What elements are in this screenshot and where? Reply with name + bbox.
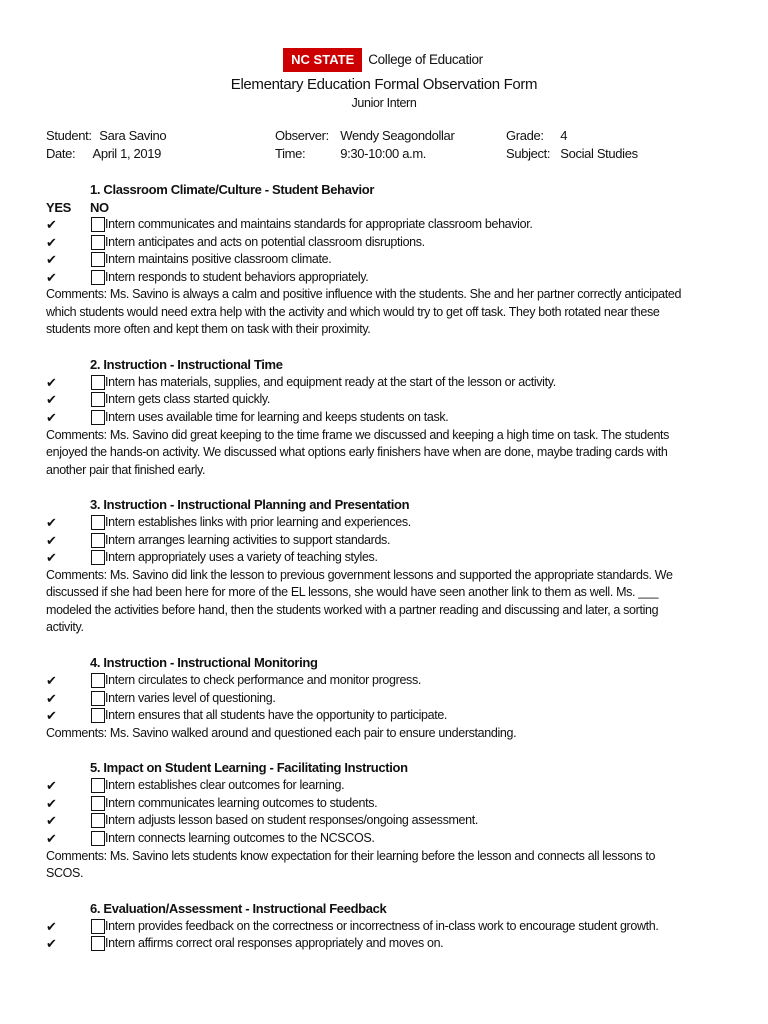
- date-field: [46, 145, 161, 163]
- no-checkbox[interactable]: [91, 831, 105, 846]
- form-title: Elementary Education Formal Observation Form: [230, 75, 538, 93]
- section-title: 6. Evaluation/Assessment - Instructional Feedback: [90, 900, 387, 916]
- criterion-row: [46, 251, 726, 269]
- yes-checkmark-icon[interactable]: ✔: [46, 269, 57, 285]
- logo: [0, 48, 768, 72]
- criterion-text: Intern establishes links with prior learning and experiences.: [105, 515, 411, 530]
- comment-line: Comments: Ms. Savino lets students know expectation for their learning before the lesson and connects all lessons to: [46, 848, 656, 863]
- criterion-text: Intern communicates and maintains standards for appropriate classroom behavior.: [105, 217, 533, 231]
- criterion-text: Intern responds to student behaviors appropriately.: [105, 269, 369, 284]
- observer-label: Observer:: [275, 128, 329, 143]
- criterion-text: Intern establishes clear outcomes for learning.: [105, 778, 345, 793]
- time-label: Time:: [275, 145, 306, 161]
- grade-field: [506, 127, 567, 145]
- yes-checkmark-icon[interactable]: ✔: [46, 410, 57, 426]
- comment-line: another pair that finished early.: [46, 462, 206, 477]
- date-value: April 1, 2019: [92, 145, 161, 161]
- no-column-label: NO: [90, 200, 109, 215]
- subject-field: [506, 145, 638, 163]
- criterion-row: [46, 690, 726, 708]
- yes-checkmark-icon[interactable]: ✔: [46, 252, 57, 268]
- comment-line: discussed if she had been here for more of the EL lessons, she would have seen another link to them as well. Ms. ___: [46, 585, 659, 600]
- criterion-row: [46, 812, 726, 830]
- observation-details: [46, 127, 746, 162]
- form-subtitle: Junior Intern: [351, 95, 417, 110]
- comment-line: Comments: Ms. Savino did link the lesson to previous government lessons and supported the appropriate standards. We: [46, 567, 673, 582]
- subject-value: Social Studies: [560, 145, 638, 161]
- no-checkbox[interactable]: [91, 252, 105, 267]
- yes-column-label: YES: [46, 200, 71, 215]
- yes-checkmark-icon[interactable]: ✔: [46, 672, 57, 688]
- criterion-row: [46, 234, 726, 252]
- yes-checkmark-icon[interactable]: ✔: [46, 234, 57, 250]
- criterion-row: [46, 514, 726, 532]
- no-checkbox[interactable]: [91, 691, 105, 706]
- criterion-row: [46, 795, 726, 813]
- criterion-row: [46, 707, 726, 725]
- student-label: Student:: [46, 128, 92, 143]
- comment-line: enjoyed the hands-on activity. We discussed what options early finishers have when are done, maybe trading cards with: [46, 445, 668, 460]
- student-value: Sara Savino: [99, 128, 167, 143]
- yes-checkmark-icon[interactable]: ✔: [46, 831, 57, 846]
- criterion-text: Intern provides feedback on the correctness or incorrectness of in-class work to encourage student growth.: [105, 918, 659, 933]
- criterion-text: Intern communicates learning outcomes to students.: [105, 795, 378, 810]
- criteria-section: [46, 496, 726, 637]
- no-checkbox[interactable]: [91, 813, 105, 828]
- comments-block: [46, 848, 726, 883]
- no-checkbox[interactable]: [91, 392, 105, 407]
- section-title: 2. Instruction - Instructional Time: [90, 356, 283, 372]
- comments-block: [46, 725, 726, 743]
- date-label: Date:: [46, 145, 76, 161]
- criteria-section: [46, 181, 726, 339]
- no-checkbox[interactable]: [91, 919, 105, 934]
- criterion-text: Intern connects learning outcomes to the NCSCOS.: [105, 831, 375, 845]
- logo-text: College of Educatior: [368, 52, 483, 67]
- no-checkbox[interactable]: [91, 550, 105, 565]
- criteria-section: [46, 900, 726, 953]
- criterion-text: Intern has materials, supplies, and equipment ready at the start of the lesson or activity.: [105, 374, 556, 389]
- section-title: 1. Classroom Climate/Culture - Student Behavior: [90, 182, 375, 197]
- yes-no-header: [46, 199, 726, 216]
- no-checkbox[interactable]: [91, 515, 105, 530]
- comment-line: SCOS.: [46, 866, 84, 881]
- criterion-row: [46, 777, 726, 795]
- criterion-text: Intern appropriately uses a variety of teaching styles.: [105, 550, 378, 565]
- form-header: [0, 48, 768, 112]
- no-checkbox[interactable]: [91, 673, 105, 688]
- criterion-row: [46, 672, 726, 690]
- criterion-row: [46, 830, 726, 848]
- criterion-text: Intern ensures that all students have the opportunity to participate.: [105, 708, 448, 723]
- time-value: 9:30-10:00 a.m.: [340, 145, 427, 161]
- criterion-row: [46, 532, 726, 550]
- criterion-text: Intern anticipates and acts on potential classroom disruptions.: [105, 234, 425, 249]
- criterion-text: Intern arranges learning activities to support standards.: [105, 532, 391, 547]
- criteria-sections: [46, 181, 726, 970]
- yes-checkmark-icon[interactable]: ✔: [46, 936, 57, 952]
- section-title: 4. Instruction - Instructional Monitoring: [90, 654, 318, 670]
- meta-row-2: [46, 145, 746, 163]
- student-field: [46, 127, 166, 145]
- no-checkbox[interactable]: [91, 375, 105, 390]
- yes-checkmark-icon[interactable]: ✔: [46, 918, 57, 934]
- criterion-text: Intern maintains positive classroom climate.: [105, 252, 332, 267]
- yes-checkmark-icon[interactable]: ✔: [46, 532, 57, 548]
- comments-block: [46, 567, 726, 637]
- criterion-text: Intern adjusts lesson based on student responses/ongoing assessment.: [105, 813, 478, 828]
- no-checkbox[interactable]: [91, 778, 105, 793]
- yes-checkmark-icon[interactable]: ✔: [46, 813, 57, 829]
- no-checkbox[interactable]: [91, 217, 105, 232]
- comment-line: which students would need extra help with the activity and which would try to get off task. They both rotated near these: [46, 304, 660, 319]
- criteria-section: [46, 356, 726, 479]
- comment-line: Comments: Ms. Savino walked around and questioned each pair to ensure understanding.: [46, 725, 517, 740]
- yes-checkmark-icon[interactable]: ✔: [46, 550, 57, 566]
- criterion-row: [46, 216, 726, 234]
- section-title: 3. Instruction - Instructional Planning and Presentation: [90, 497, 410, 513]
- criterion-text: Intern uses available time for learning and keeps students on task.: [105, 410, 449, 425]
- yes-checkmark-icon[interactable]: ✔: [46, 374, 57, 390]
- observer-field: [275, 127, 454, 145]
- comment-line: activity.: [46, 620, 84, 635]
- comments-block: [46, 286, 726, 339]
- criteria-section: [46, 759, 726, 882]
- no-checkbox[interactable]: [91, 708, 105, 723]
- comments-block: [46, 427, 726, 480]
- no-checkbox[interactable]: [91, 533, 105, 548]
- comment-line: Comments: Ms. Savino did great keeping to the time frame we discussed and keeping a high time on task. The students: [46, 427, 670, 442]
- comment-line: students more often and kept them on task with their proximity.: [46, 322, 371, 337]
- no-checkbox[interactable]: [91, 270, 105, 285]
- criterion-row: [46, 391, 726, 409]
- yes-checkmark-icon[interactable]: ✔: [46, 690, 57, 706]
- no-checkbox[interactable]: [91, 936, 105, 951]
- yes-checkmark-icon[interactable]: ✔: [46, 392, 57, 408]
- subject-label: Subject:: [506, 145, 551, 161]
- criteria-section: [46, 654, 726, 742]
- yes-checkmark-icon[interactable]: ✔: [46, 795, 57, 811]
- yes-checkmark-icon[interactable]: ✔: [46, 778, 57, 794]
- observer-value: Wendy Seagondollar: [340, 128, 455, 143]
- criterion-text: Intern circulates to check performance and monitor progress.: [105, 672, 421, 687]
- yes-checkmark-icon[interactable]: ✔: [46, 708, 57, 724]
- criterion-row: [46, 374, 726, 392]
- no-checkbox[interactable]: [91, 796, 105, 811]
- criterion-row: [46, 409, 726, 427]
- grade-label: Grade:: [506, 128, 544, 143]
- yes-checkmark-icon[interactable]: ✔: [46, 217, 57, 232]
- criterion-text: Intern affirms correct oral responses appropriately and moves on.: [105, 936, 444, 951]
- time-field: [275, 145, 426, 163]
- logo-box: NC STATE: [283, 48, 362, 72]
- criterion-text: Intern gets class started quickly.: [105, 392, 271, 407]
- criterion-text: Intern varies level of questioning.: [105, 690, 276, 705]
- yes-checkmark-icon[interactable]: ✔: [46, 515, 57, 531]
- no-checkbox[interactable]: [91, 410, 105, 425]
- no-checkbox[interactable]: [91, 235, 105, 250]
- criterion-row: [46, 935, 726, 953]
- section-title: 5. Impact on Student Learning - Facilitating Instruction: [90, 760, 408, 776]
- criterion-row: [46, 549, 726, 567]
- criterion-row: [46, 269, 726, 287]
- criterion-row: [46, 918, 726, 936]
- meta-row-1: [46, 127, 746, 145]
- comment-line: modeled the activities before hand, then the students worked with a partner reading and discussing and later, a sorting: [46, 602, 659, 617]
- comment-line: Comments: Ms. Savino is always a calm and positive influence with the students. She and her partner correctly anticipated: [46, 287, 682, 302]
- grade-value: 4: [560, 128, 568, 143]
